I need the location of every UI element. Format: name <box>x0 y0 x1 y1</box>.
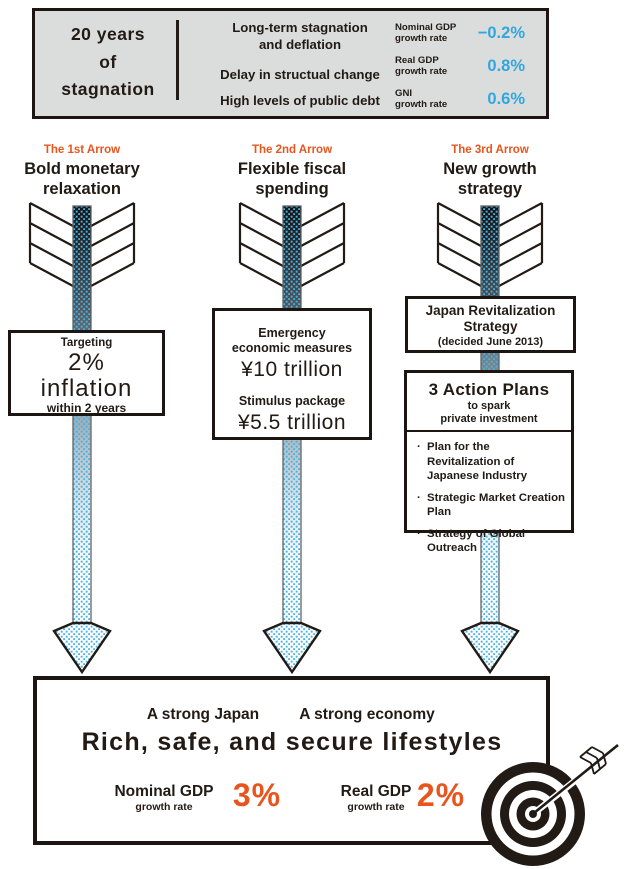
arrow-3-tag: The 3rd Arrow <box>451 144 529 156</box>
action-plan-list <box>407 432 571 556</box>
fiscal-measures-box <box>212 308 372 440</box>
arrow-2-title: Flexible fiscal spending <box>237 160 347 198</box>
outcome-stat-1-value: 3% <box>232 777 282 813</box>
revitalization-note: (decided June 2013) <box>437 336 544 348</box>
outcome-headline: Rich, safe, and secure lifestyles <box>81 728 503 756</box>
action-plan-item: · Plan for the Revitalization of Japanese Industry <box>417 441 528 482</box>
arrow-1-graphic <box>30 203 134 672</box>
issue-3: High levels of public debt <box>220 93 380 108</box>
revitalization-strategy-box <box>405 296 576 353</box>
era-title: 20 years of stagnation <box>61 24 155 99</box>
inflation-note: within 2 years <box>46 401 127 415</box>
action-plans-title: 3 Action Plans <box>428 380 550 399</box>
stat-1-value: −0.2% <box>477 24 525 42</box>
inflation-value: 2% <box>68 349 105 376</box>
outcome-stat-2-label: Real GDP growth rate <box>340 783 412 813</box>
stat-2-value: 0.8% <box>487 57 525 75</box>
bullseye-target-icon <box>470 736 624 869</box>
vertical-divider <box>176 20 179 100</box>
tagline-strong-economy: A strong economy <box>299 706 435 723</box>
issue-1: Long-term stagnation and deflation <box>232 20 368 52</box>
revitalization-title: Japan Revitalization Strategy <box>425 303 556 334</box>
inflation-target-box <box>8 330 165 416</box>
fiscal-measure-2-label: Stimulus package <box>238 394 346 408</box>
fiscal-measure-2-value: ¥5.5 trillion <box>237 411 347 434</box>
outcome-stat-2-value: 2% <box>416 777 466 813</box>
stat-1-label: Nominal GDP growth rate <box>395 22 457 44</box>
inflation-unit: inflation <box>40 374 133 402</box>
tagline-strong-japan: A strong Japan <box>146 706 260 723</box>
action-plans-box <box>404 370 574 554</box>
outcome-stat-1-label: Nominal GDP growth rate <box>114 783 214 813</box>
action-plans-header: 3 Action Plans to spark private investment <box>407 373 571 432</box>
stat-3-value: 0.6% <box>487 90 525 108</box>
stat-2-label: Real GDP growth rate <box>395 55 448 77</box>
stagnation-panel <box>32 8 549 119</box>
arrow-1-tag: The 1st Arrow <box>43 144 121 156</box>
arrow-3-title: New growth strategy <box>443 160 537 198</box>
issue-2: Delay in structual change <box>220 67 380 82</box>
inflation-lead: Targeting <box>60 337 113 349</box>
arrow-1-title: Bold monetary relaxation <box>24 160 140 198</box>
action-plan-item: · Strategic Market Creation Plan <box>417 491 565 518</box>
arrow-2-tag: The 2nd Arrow <box>251 144 333 156</box>
fiscal-measure-1-value: ¥10 trillion <box>241 358 343 381</box>
action-plan-item: · Strategy of Global Outreach <box>417 527 526 554</box>
stat-3-label: GNI growth rate <box>395 88 448 110</box>
fiscal-measure-1-label: Emergency economic measures <box>231 326 353 355</box>
